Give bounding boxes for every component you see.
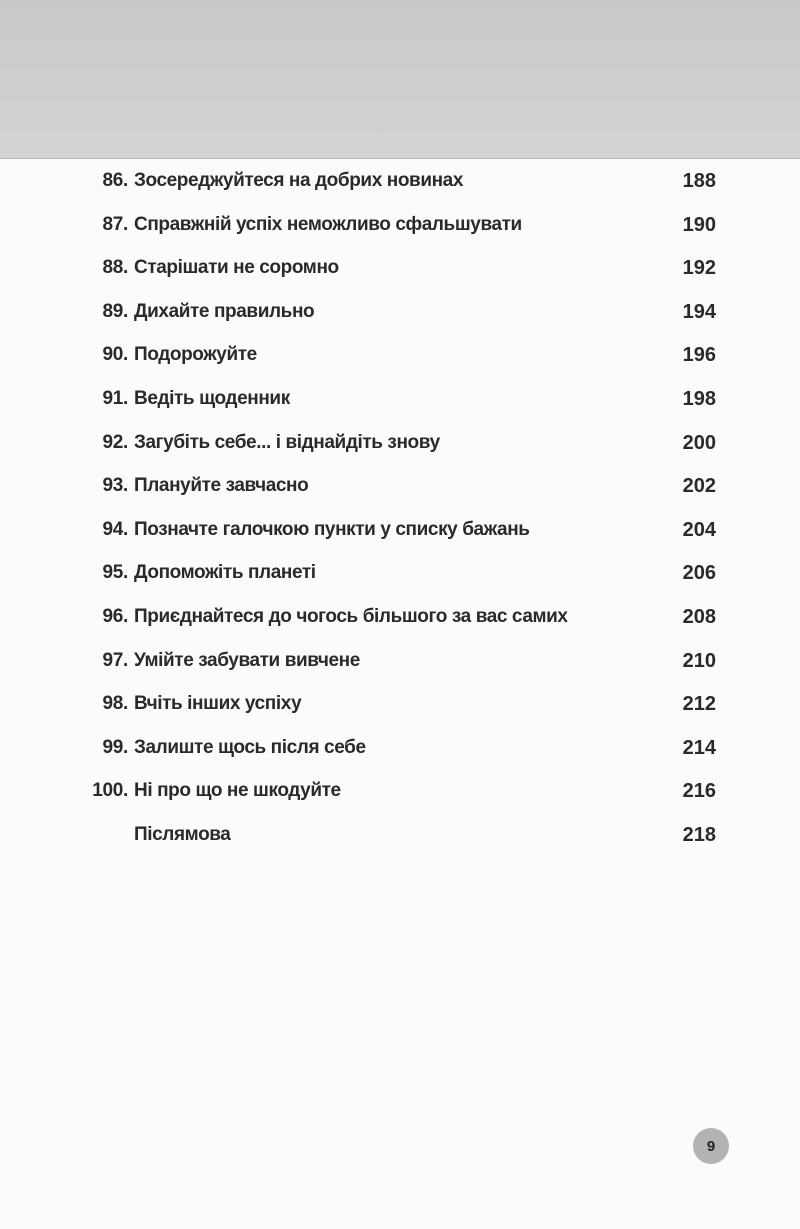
toc-entry-page: 216: [682, 780, 716, 803]
toc-entry: [0, 380, 800, 424]
toc-entry: [0, 772, 800, 816]
toc-entry-number: 97.: [102, 649, 128, 671]
toc-entry: [0, 554, 800, 598]
toc-entry: [0, 642, 800, 686]
toc-entry: [0, 598, 800, 642]
toc-entry-title: Зосереджуйтеся на добрих новинах: [134, 170, 464, 191]
toc-entry-number: 90.: [102, 344, 128, 366]
toc-entry-title: Післямова: [134, 823, 231, 845]
toc-entry-page: 196: [682, 344, 716, 367]
toc-entry: [0, 816, 800, 860]
toc-entry: [0, 424, 800, 468]
toc-entry-number: 100.: [92, 780, 128, 802]
toc-entry-number: 96.: [102, 605, 128, 627]
toc-entry-number: 94.: [102, 518, 128, 540]
toc-entry-number: 99.: [102, 736, 128, 758]
toc-entry-page: 200: [682, 431, 716, 454]
toc-entry-page: 192: [682, 257, 716, 280]
toc-entry-page: 198: [682, 387, 716, 410]
toc-entry-number: 92.: [102, 431, 128, 453]
toc-entry-page: 218: [682, 823, 716, 846]
toc-entry-number: 88.: [102, 257, 128, 279]
toc-entry-number: 87.: [102, 213, 128, 235]
toc-entry: [0, 206, 800, 250]
toc-entry-title: Плануйте завчасно: [134, 475, 309, 497]
toc-entry-page: 190: [682, 213, 716, 236]
toc-entry: [0, 685, 800, 729]
toc-entry-title: Умійте забувати вивчене: [134, 649, 360, 671]
toc-entry: [0, 729, 800, 773]
toc-entry-title: Вчіть інших успіху: [134, 693, 302, 715]
toc-entry-page: 206: [682, 562, 716, 585]
toc-entry-number: 98.: [102, 693, 128, 715]
toc-entry-title: Дихайте правильно: [134, 300, 315, 322]
toc-entry-number: 86.: [102, 170, 128, 191]
table-of-contents: [0, 162, 800, 860]
toc-entry-page: 214: [682, 736, 716, 759]
toc-entry-number: 91.: [102, 387, 128, 409]
toc-entry-title: Справжній успіх неможливо сфальшувати: [134, 213, 522, 235]
toc-entry-page: 212: [682, 693, 716, 716]
toc-entry-title: Подорожуйте: [134, 344, 257, 366]
toc-entry: [0, 336, 800, 380]
toc-entry-title: Старішати не соромно: [134, 257, 339, 279]
toc-entry-page: 208: [682, 605, 716, 628]
toc-entry-page: 188: [682, 170, 716, 192]
toc-entry-number: 93.: [102, 475, 128, 497]
header-band: [0, 0, 800, 159]
toc-entry-page: 202: [682, 475, 716, 498]
toc-entry-title: Ні про що не шкодуйте: [134, 780, 341, 802]
toc-entry-page: 194: [682, 300, 716, 323]
toc-entry-title: Ведіть щоденник: [134, 387, 290, 409]
toc-entry-title: Загубіть себе... і віднайдіть знову: [134, 431, 440, 453]
toc-entry-page: 210: [682, 649, 716, 672]
toc-entry: [0, 467, 800, 511]
toc-entry-title: Приєднайтеся до чогось більшого за вас самих: [134, 605, 568, 627]
toc-entry-title: Позначте галочкою пункти у списку бажань: [134, 518, 530, 540]
toc-entry: [0, 249, 800, 293]
toc-entry-title: Допоможіть планеті: [134, 562, 316, 584]
toc-entry: [0, 511, 800, 555]
toc-entry: [0, 293, 800, 337]
toc-entry-number: 95.: [102, 562, 128, 584]
toc-entry-number: 89.: [102, 300, 128, 322]
page-number: 9: [693, 1128, 729, 1164]
toc-entry: [0, 162, 800, 206]
toc-entry-page: 204: [682, 518, 716, 541]
toc-entry-title: Залиште щось після себе: [134, 736, 366, 758]
